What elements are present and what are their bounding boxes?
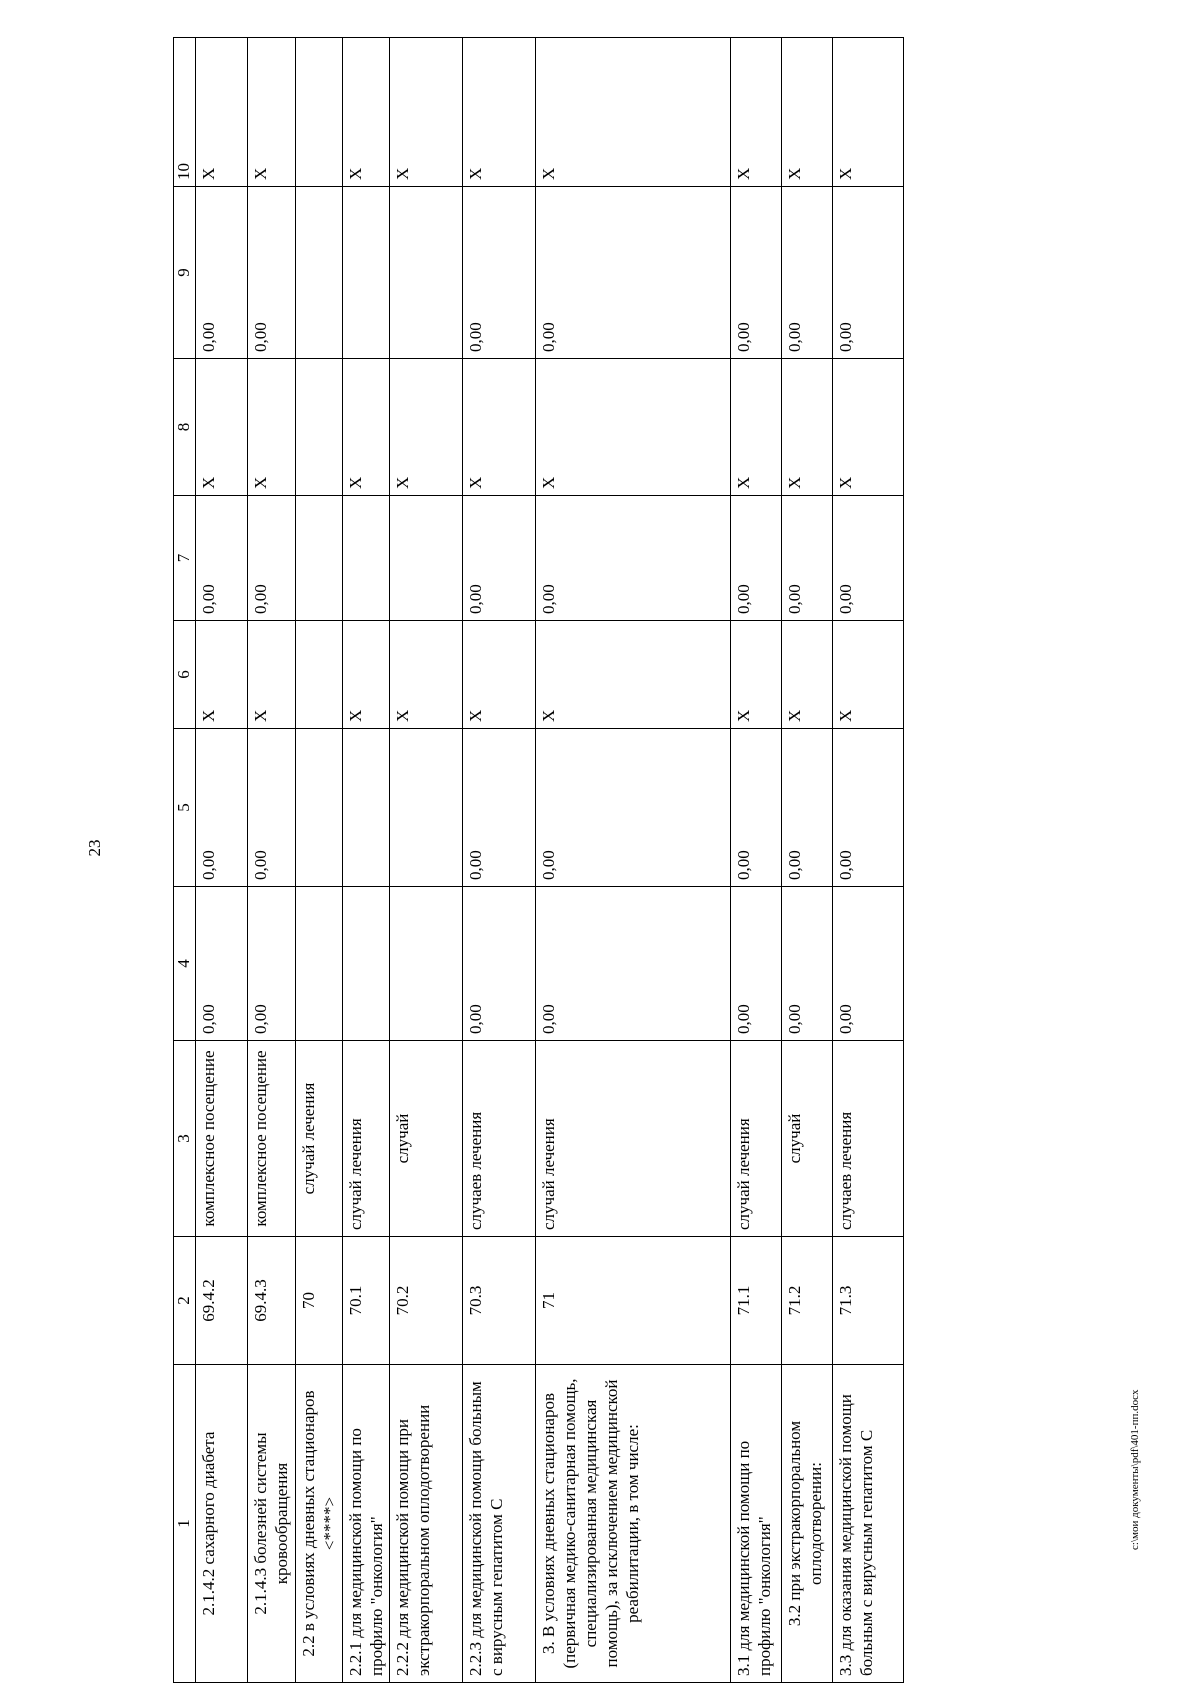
row-value: X xyxy=(248,359,296,496)
row-value: 0,00 xyxy=(731,729,782,887)
row-value: X xyxy=(782,621,833,729)
header-row xyxy=(174,38,196,1683)
row-value xyxy=(343,887,390,1041)
row-value: 0,00 xyxy=(536,496,731,621)
row-value: X xyxy=(463,621,536,729)
row-value: 0,00 xyxy=(731,887,782,1041)
row-label: 2.1.4.2 сахарного диабета xyxy=(196,1365,248,1683)
row-value: 0,00 xyxy=(731,187,782,359)
rotated-table-frame xyxy=(173,38,951,1683)
row-value: X xyxy=(782,359,833,496)
row-value xyxy=(296,496,343,621)
row-unit: случай xyxy=(782,1041,833,1237)
table-row xyxy=(833,38,904,1683)
header-cell: 9 xyxy=(174,187,196,359)
header-cell: 2 xyxy=(174,1237,196,1365)
row-code: 71.3 xyxy=(833,1237,904,1365)
row-value: X xyxy=(833,621,904,729)
table-row xyxy=(248,38,296,1683)
row-value xyxy=(296,187,343,359)
row-value xyxy=(390,496,463,621)
row-unit: случай лечения xyxy=(536,1041,731,1237)
row-value: 0,00 xyxy=(782,187,833,359)
row-value: X xyxy=(343,38,390,187)
row-value: X xyxy=(343,359,390,496)
header-cell: 5 xyxy=(174,729,196,887)
row-value: X xyxy=(248,621,296,729)
row-value: 0,00 xyxy=(536,887,731,1041)
row-value: 0,00 xyxy=(196,496,248,621)
row-value: X xyxy=(536,621,731,729)
row-value xyxy=(296,38,343,187)
row-value: X xyxy=(390,359,463,496)
header-cell: 1 xyxy=(174,1365,196,1683)
row-label: 3. В условиях дневных стационаров (первичная медико-санитарная помощь, специализированная медицинская помощь), за исключением медицинской реабилитации, в том числе: xyxy=(536,1365,731,1683)
row-value: X xyxy=(196,38,248,187)
row-value: X xyxy=(390,38,463,187)
row-value: 0,00 xyxy=(196,887,248,1041)
row-code: 70.2 xyxy=(390,1237,463,1365)
header-cell: 6 xyxy=(174,621,196,729)
table-row xyxy=(390,38,463,1683)
row-value: X xyxy=(463,359,536,496)
row-code: 70.1 xyxy=(343,1237,390,1365)
table-row xyxy=(343,38,390,1683)
row-unit: случай лечения xyxy=(296,1041,343,1237)
row-value: 0,00 xyxy=(782,496,833,621)
row-value: X xyxy=(343,621,390,729)
row-value: X xyxy=(463,38,536,187)
row-value: 0,00 xyxy=(248,887,296,1041)
row-value: 0,00 xyxy=(463,729,536,887)
row-value xyxy=(390,187,463,359)
row-value: X xyxy=(833,359,904,496)
header-cell: 3 xyxy=(174,1041,196,1237)
table-row xyxy=(463,38,536,1683)
header-cell: 8 xyxy=(174,359,196,496)
row-label: 2.2 в условиях дневных стационаров <****> xyxy=(296,1365,343,1683)
row-value: 0,00 xyxy=(782,729,833,887)
header-cell: 4 xyxy=(174,887,196,1041)
row-value: X xyxy=(731,38,782,187)
table-row xyxy=(536,38,731,1683)
row-value: 0,00 xyxy=(833,729,904,887)
row-code: 70 xyxy=(296,1237,343,1365)
row-value: 0,00 xyxy=(196,187,248,359)
row-value xyxy=(343,187,390,359)
row-value xyxy=(390,887,463,1041)
row-code: 71 xyxy=(536,1237,731,1365)
row-label: 2.1.4.3 болезней системы кровообращения xyxy=(248,1365,296,1683)
table-row xyxy=(196,38,248,1683)
row-value: 0,00 xyxy=(536,729,731,887)
row-value: 0,00 xyxy=(782,887,833,1041)
row-value xyxy=(343,729,390,887)
row-value xyxy=(296,359,343,496)
row-value: X xyxy=(196,621,248,729)
row-value xyxy=(390,729,463,887)
row-label: 3.1 для медицинской помощи по профилю "онкология" xyxy=(731,1365,782,1683)
row-value: 0,00 xyxy=(248,187,296,359)
row-label: 3.2 при экстракорпоральном оплодотворении: xyxy=(782,1365,833,1683)
footer-file-path: c:\мои документы\pdf\401-пп.docx xyxy=(1129,1389,1141,1550)
row-value: 0,00 xyxy=(463,887,536,1041)
table-row xyxy=(296,38,343,1683)
row-label: 2.2.3 для медицинской помощи больным с вирусным гепатитом С xyxy=(463,1365,536,1683)
row-value: 0,00 xyxy=(731,496,782,621)
row-value: X xyxy=(536,359,731,496)
row-value: X xyxy=(731,621,782,729)
row-value: X xyxy=(782,38,833,187)
row-code: 70.3 xyxy=(463,1237,536,1365)
row-unit: случай лечения xyxy=(731,1041,782,1237)
row-unit: случаев лечения xyxy=(463,1041,536,1237)
row-label: 2.2.1 для медицинской помощи по профилю "онкология" xyxy=(343,1365,390,1683)
row-unit: случай лечения xyxy=(343,1041,390,1237)
row-value xyxy=(296,621,343,729)
table-row xyxy=(731,38,782,1683)
row-value xyxy=(343,496,390,621)
row-code: 71.1 xyxy=(731,1237,782,1365)
row-value: 0,00 xyxy=(248,729,296,887)
row-value: X xyxy=(731,359,782,496)
row-code: 71.2 xyxy=(782,1237,833,1365)
header-cell: 7 xyxy=(174,496,196,621)
row-value: 0,00 xyxy=(833,187,904,359)
row-unit: комплексное посещение xyxy=(248,1041,296,1237)
row-value: X xyxy=(248,38,296,187)
table-row xyxy=(782,38,833,1683)
row-value: X xyxy=(390,621,463,729)
row-value: X xyxy=(536,38,731,187)
row-value: 0,00 xyxy=(833,887,904,1041)
row-unit: случай xyxy=(390,1041,463,1237)
row-value xyxy=(296,729,343,887)
row-code: 69.4.3 xyxy=(248,1237,296,1365)
row-value: 0,00 xyxy=(463,496,536,621)
row-value: 0,00 xyxy=(196,729,248,887)
row-value: 0,00 xyxy=(248,496,296,621)
page-number: 23 xyxy=(85,839,104,857)
row-label: 2.2.2 для медицинской помощи при экстракорпоральном оплодотворении xyxy=(390,1365,463,1683)
row-value: 0,00 xyxy=(463,187,536,359)
row-value: 0,00 xyxy=(536,187,731,359)
row-value xyxy=(296,887,343,1041)
row-value: X xyxy=(833,38,904,187)
header-cell: 10 xyxy=(174,38,196,187)
row-value: 0,00 xyxy=(833,496,904,621)
data-table xyxy=(173,37,904,1683)
row-unit: случаев лечения xyxy=(833,1041,904,1237)
row-label: 3.3 для оказания медицинской помощи больным с вирусным гепатитом С xyxy=(833,1365,904,1683)
row-value: X xyxy=(196,359,248,496)
row-code: 69.4.2 xyxy=(196,1237,248,1365)
row-unit: комплексное посещение xyxy=(196,1041,248,1237)
rotated-table-wrapper xyxy=(173,38,951,1683)
